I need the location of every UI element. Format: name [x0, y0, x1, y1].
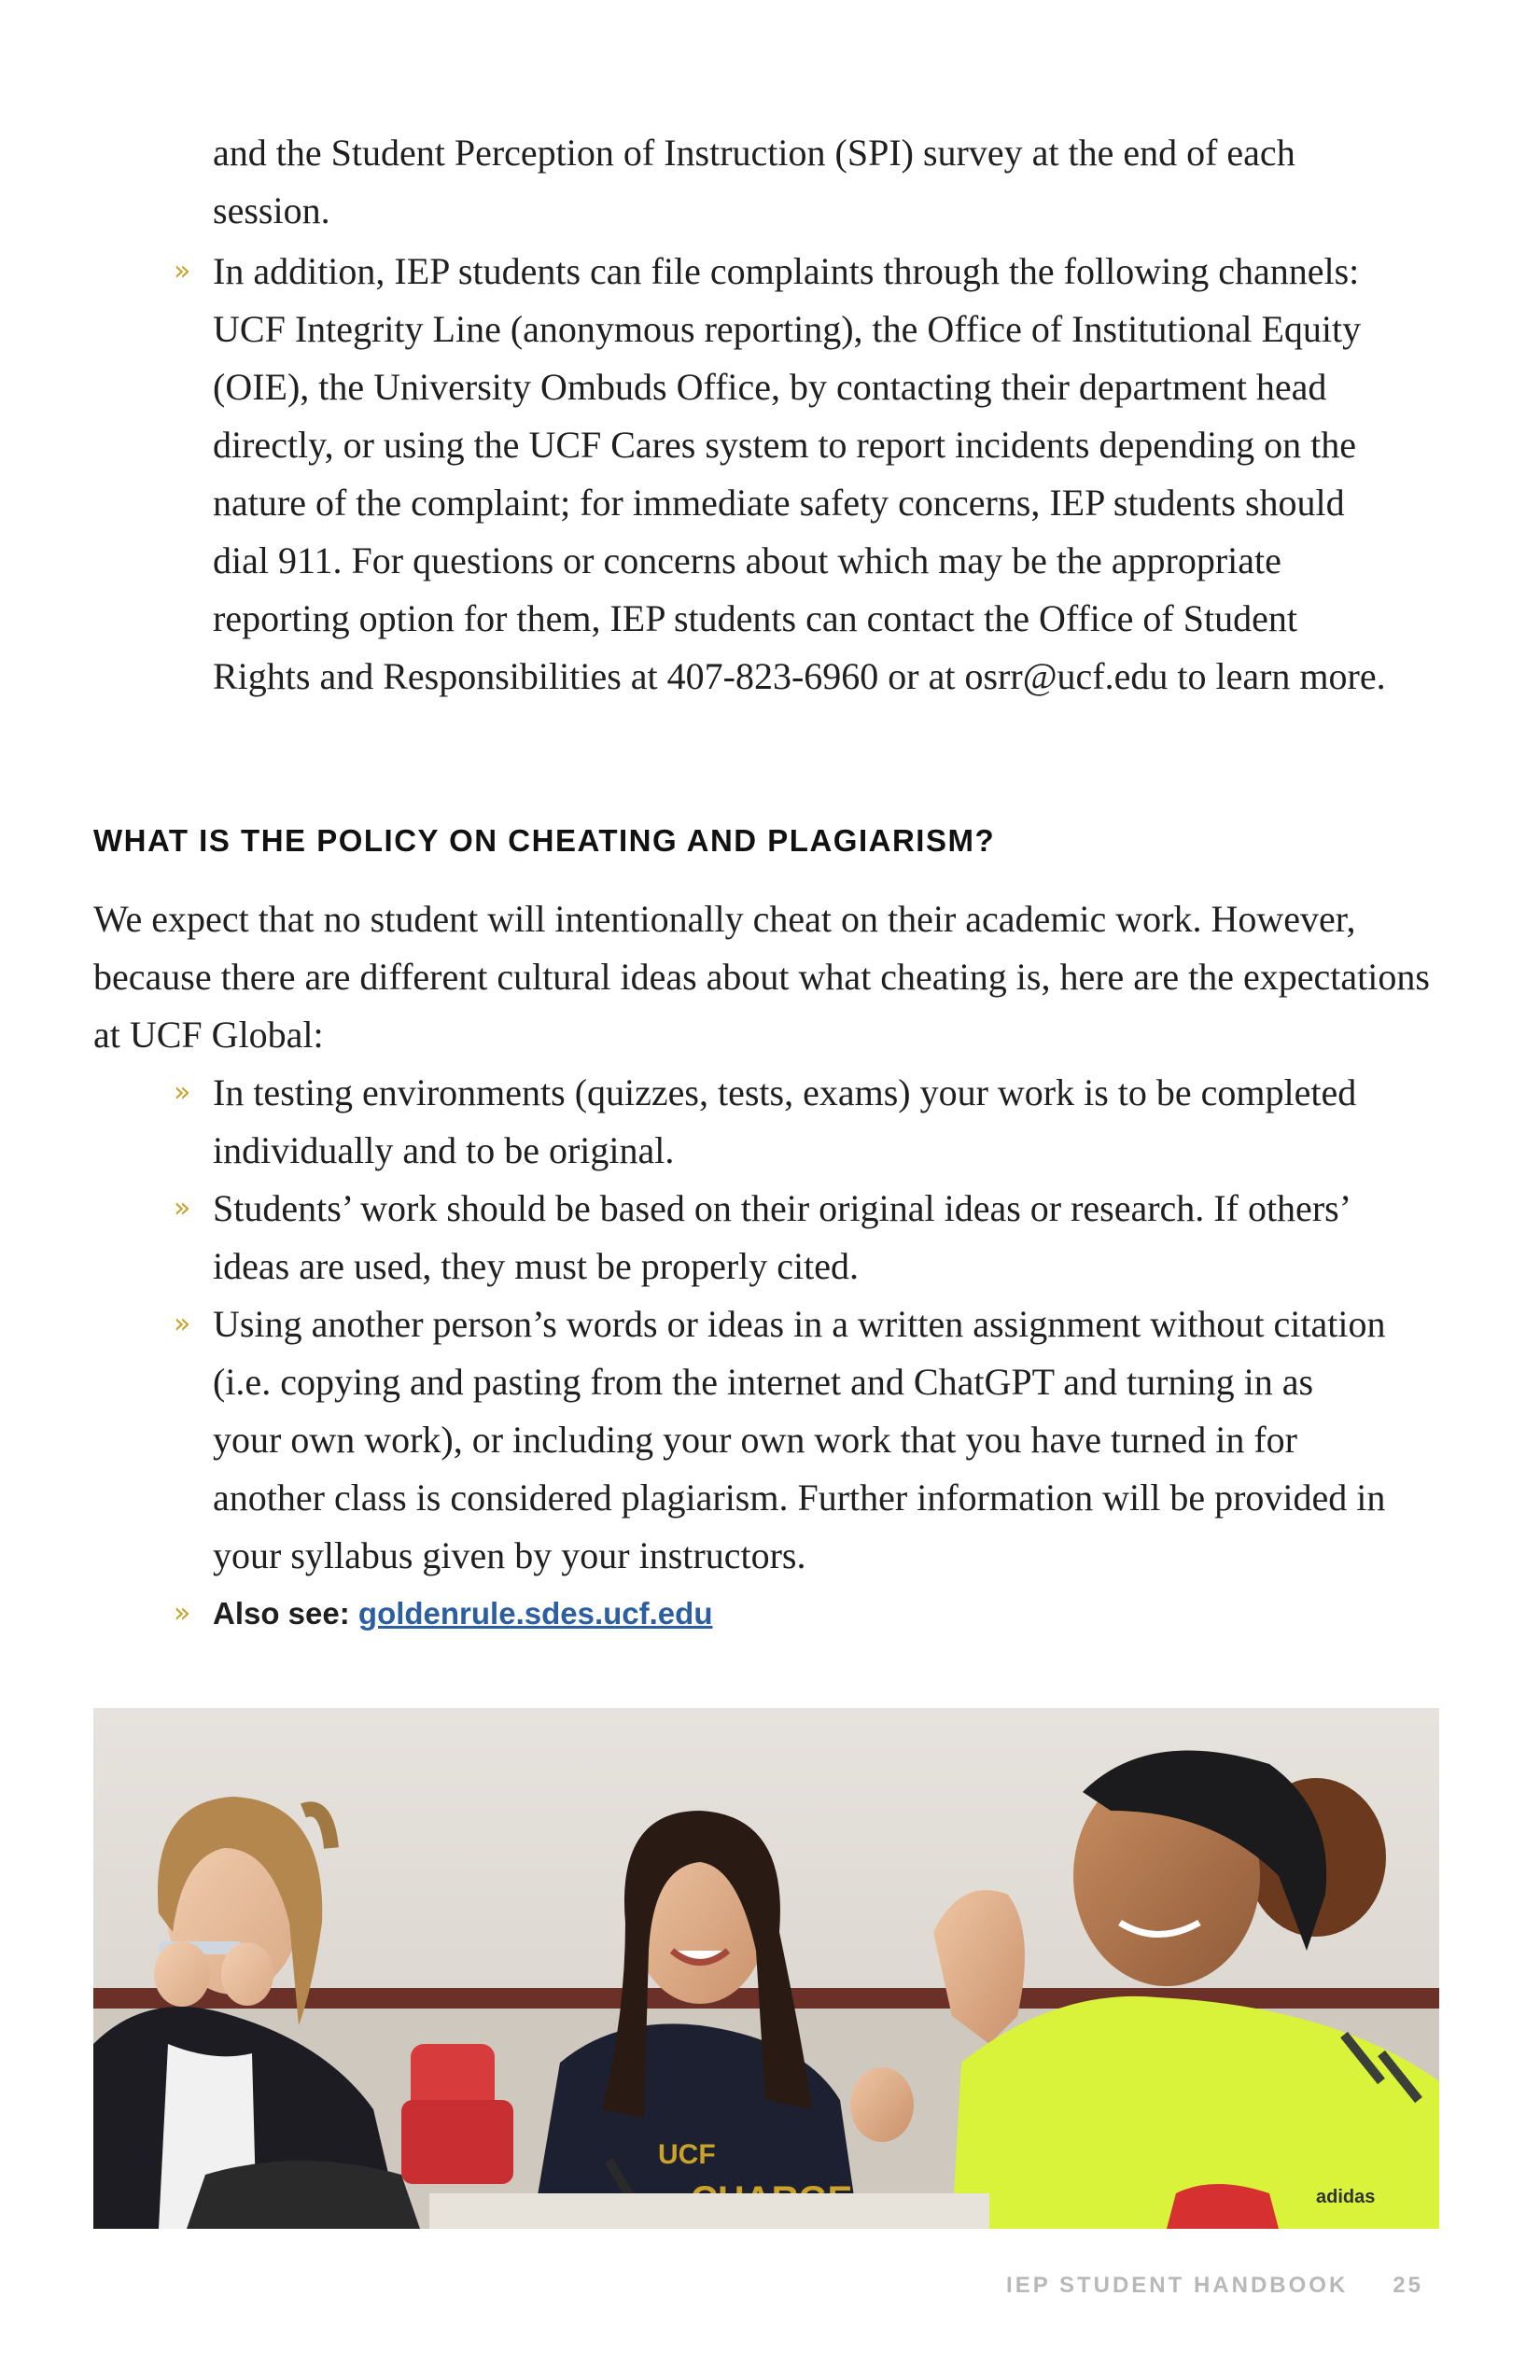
continuation-text: and the Student Perception of Instruction (SPI) survey at the end of each session. [213, 132, 1295, 231]
chevron-bullet-icon: » [174, 1308, 191, 1340]
list-item-text: In addition, IEP students can file complaints through the following channels: UCF Integrity Line (anonymous reporting), the Office of Institutional Equity (OIE), the University Ombuds Office, by contacting their department head directly, or using the UCF Cares system to report incidents depending on the nature of the complaint; for immediate safety concerns, IEP students should dial 911. For questions or concerns about which may be the appropriate reporting option for them, IEP students can contact the Office of Student Rights and Responsibilities at 407-823-6960 or at osrr@ucf.edu to learn more. [213, 250, 1386, 697]
footer-title: IEP STUDENT HANDBOOK [1006, 2273, 1349, 2298]
golden-rule-link[interactable]: goldenrule.sdes.ucf.edu [357, 1596, 713, 1631]
page-number: 25 [1393, 2273, 1423, 2298]
list-item-text: In testing environments (quizzes, tests, exams) your work is to be completed individually and to be original. [213, 1071, 1357, 1171]
chevron-bullet-icon: » [174, 255, 191, 287]
list-item-text: Students’ work should be based on their original ideas or research. If others’ ideas are used, they must be properly cited. [213, 1187, 1350, 1287]
shirt-brand: adidas [1316, 2187, 1376, 2207]
section-heading: WHAT IS THE POLICY ON CHEATING AND PLAGIARISM? [93, 823, 996, 858]
photo-illustration [93, 1708, 1439, 2229]
expectations-list [174, 1064, 1389, 1643]
chevron-bullet-icon: » [174, 1192, 191, 1225]
also-see-line [213, 1585, 1389, 1643]
list-item [174, 243, 1389, 706]
also-see-item [174, 1585, 1389, 1643]
shirt-text-ucf: UCF [658, 2139, 716, 2170]
list-item [174, 1064, 1389, 1180]
list-item-text: Using another person’s words or ideas in a written assignment without citation (i.e. copying and pasting from the internet and ChatGPT and turning in as your own work), or including your own work that you have turned in for another class is considered plagiarism. Further information will be provided in your syllabus given by your instructors. [213, 1303, 1386, 1576]
complaint-list [174, 243, 1389, 706]
also-see-label: Also see: [213, 1596, 350, 1631]
section-intro: We expect that no student will intentionally cheat on their academic work. However, because there are different cultural ideas about what cheating is, here are the expectations at UCF Global: [93, 898, 1430, 1056]
students-classroom-photo [93, 1708, 1439, 2229]
chevron-bullet-icon: » [174, 1597, 191, 1630]
page-footer [1006, 2273, 1423, 2299]
list-item [174, 1295, 1389, 1585]
chevron-bullet-icon: » [174, 1076, 191, 1109]
list-item [174, 1180, 1389, 1295]
